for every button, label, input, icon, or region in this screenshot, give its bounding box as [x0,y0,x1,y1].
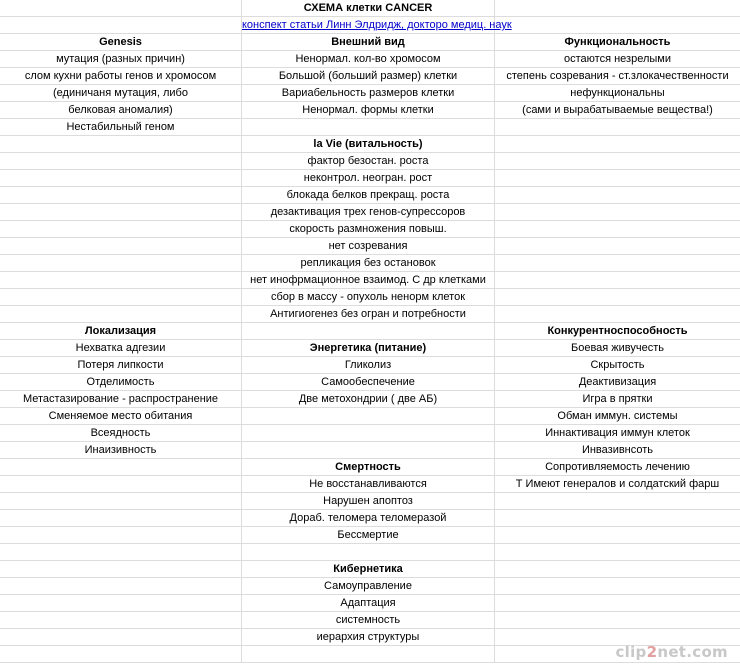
cell[interactable] [0,170,242,187]
spreadsheet-row [0,459,740,476]
spreadsheet-row [0,442,740,459]
spreadsheet-row [0,85,740,102]
cell[interactable] [0,136,242,153]
cell[interactable] [0,272,242,289]
cell[interactable] [0,510,242,527]
spreadsheet-row [0,612,740,629]
cell[interactable] [242,442,495,459]
cell[interactable]: Отделимость [0,374,242,391]
spreadsheet-row [0,306,740,323]
cell[interactable] [0,255,242,272]
cell[interactable]: белковая аномалия) [0,102,242,119]
section-heading[interactable]: la Vie (витальность) [242,136,495,153]
cell[interactable] [495,187,740,204]
spreadsheet-row [0,595,740,612]
cell[interactable] [495,289,740,306]
cell[interactable]: блокада белков прекращ. роста [242,187,495,204]
spreadsheet-row [0,272,740,289]
section-heading[interactable]: Genesis [0,34,242,51]
cell[interactable] [495,272,740,289]
cell[interactable] [495,238,740,255]
cell[interactable]: Ненормал. формы клетки [242,102,495,119]
spreadsheet-row [0,493,740,510]
cell[interactable] [495,527,740,544]
cell[interactable]: Сменяемое место обитания [0,408,242,425]
cell[interactable] [242,119,495,136]
section-heading[interactable]: Конкурентноспособность [495,323,740,340]
spreadsheet-row [0,323,740,340]
cell[interactable]: слом кухни работы генов и хромосом [0,68,242,85]
cell[interactable]: системность [242,612,495,629]
cell[interactable] [0,153,242,170]
cell[interactable] [0,476,242,493]
cell[interactable]: нет созревания [242,238,495,255]
cell[interactable] [495,510,740,527]
cell[interactable] [495,0,740,17]
cell[interactable] [0,629,242,646]
cell[interactable]: репликация без остановок [242,255,495,272]
section-heading[interactable]: Локализация [0,323,242,340]
cell[interactable] [0,544,242,561]
cell[interactable] [0,646,242,663]
cell[interactable]: Бессмертие [242,527,495,544]
cell[interactable] [495,255,740,272]
cell[interactable] [242,646,495,663]
cell[interactable]: (сами и вырабатываемые вещества!) [495,102,740,119]
spreadsheet-row [0,51,740,68]
cell[interactable] [495,578,740,595]
cell[interactable]: Антигиогенез без огран и потребности [242,306,495,323]
spreadsheet-row [0,561,740,578]
cell[interactable] [495,170,740,187]
cell[interactable] [242,408,495,425]
cell[interactable]: Игра в прятки [495,391,740,408]
cell[interactable] [0,0,242,17]
spreadsheet-row [0,374,740,391]
spreadsheet-row [0,119,740,136]
cell[interactable] [242,544,495,561]
cell[interactable]: Самообеспечение [242,374,495,391]
cell[interactable]: (единичаня мутация, либо [0,85,242,102]
cell[interactable]: дезактивация трех генов-супрессоров [242,204,495,221]
cell[interactable]: Метастазирование - распространение [0,391,242,408]
cell[interactable]: остаются незрелыми [495,51,740,68]
source-link[interactable]: конспект статьи Линн Элдридж, докторо медиц. наук [242,19,512,31]
cell[interactable]: скорость размножения повыш. [242,221,495,238]
cell[interactable] [495,136,740,153]
spreadsheet-row [0,510,740,527]
cell[interactable]: Инвазивнсоть [495,442,740,459]
cell[interactable] [495,612,740,629]
cell[interactable] [495,17,740,34]
spreadsheet-row [0,0,740,17]
spreadsheet-row [0,238,740,255]
cell[interactable]: Т Имеют генералов и солдатский фарш [495,476,740,493]
spreadsheet-row [0,170,740,187]
spreadsheet-row [0,68,740,85]
cell[interactable]: Боевая живучесть [495,340,740,357]
cell[interactable] [0,561,242,578]
spreadsheet-row [0,476,740,493]
cell[interactable]: Нестабильный геном [0,119,242,136]
section-heading[interactable]: Кибернетика [242,561,495,578]
spreadsheet-row [0,425,740,442]
cell[interactable] [0,493,242,510]
spreadsheet-row [0,187,740,204]
watermark-text: net.com [657,643,728,661]
cell[interactable] [0,221,242,238]
clip2net-watermark [615,643,728,661]
cell[interactable]: Вариабельность размеров клетки [242,85,495,102]
spreadsheet-row [0,34,740,51]
cell[interactable]: Обман иммун. системы [495,408,740,425]
cell[interactable] [0,187,242,204]
cell[interactable] [495,595,740,612]
cell[interactable]: мутация (разных причин) [0,51,242,68]
cell[interactable] [0,578,242,595]
spreadsheet-row [0,255,740,272]
cell[interactable]: степень созревания - ст.злокачественности [495,68,740,85]
spreadsheet-row [0,221,740,238]
cell[interactable] [495,306,740,323]
spreadsheet-row [0,544,740,561]
cell[interactable] [495,153,740,170]
cell[interactable]: Деактивизация [495,374,740,391]
cell[interactable] [242,323,495,340]
cell[interactable] [495,493,740,510]
cell[interactable] [495,544,740,561]
spreadsheet-row [0,204,740,221]
spreadsheet-row [0,102,740,119]
watermark-text: clip [615,643,647,661]
cell[interactable]: фактор безостан. роста [242,153,495,170]
cell[interactable]: Нехватка адгезии [0,340,242,357]
cell[interactable]: нет инофрмационное взаимод. С др клетками [242,272,495,289]
spreadsheet-row [0,340,740,357]
cell[interactable] [0,595,242,612]
cell[interactable] [495,119,740,136]
spreadsheet-row [0,357,740,374]
cell[interactable] [495,561,740,578]
cell[interactable]: Две метохондрии ( две АБ) [242,391,495,408]
spreadsheet-row [0,408,740,425]
spreadsheet-row [0,578,740,595]
cell[interactable]: сбор в массу - опухоль ненорм клеток [242,289,495,306]
spreadsheet-row [0,391,740,408]
cell[interactable]: Нарушен апоптоз [242,493,495,510]
cell[interactable]: Адаптация [242,595,495,612]
cell[interactable] [0,289,242,306]
section-heading[interactable]: Смертность [242,459,495,476]
cell[interactable]: Всеядность [0,425,242,442]
cell[interactable] [495,221,740,238]
spreadsheet-row [0,136,740,153]
source-link-cell[interactable] [242,17,512,34]
cell[interactable] [0,459,242,476]
cell[interactable]: Сопротивляемость лечению [495,459,740,476]
cell[interactable] [0,612,242,629]
cell[interactable]: Гликолиз [242,357,495,374]
cell[interactable] [242,425,495,442]
cell[interactable]: иерархия структуры [242,629,495,646]
section-heading[interactable]: Энергетика (питание) [242,340,495,357]
spreadsheet-row [0,527,740,544]
document-title[interactable]: СХЕМА клетки CANCER [242,0,495,17]
cell[interactable]: Скрытость [495,357,740,374]
cell[interactable]: неконтрол. неогран. рост [242,170,495,187]
section-heading[interactable]: Внешний вид [242,34,495,51]
watermark-text: 2 [646,643,658,661]
cell[interactable] [495,204,740,221]
cell[interactable]: Иннактивация иммун клеток [495,425,740,442]
cell[interactable] [0,204,242,221]
cell[interactable] [0,238,242,255]
cell[interactable]: Ненормал. кол-во хромосом [242,51,495,68]
cell[interactable]: Не восстанавливаются [242,476,495,493]
cell[interactable]: Самоуправление [242,578,495,595]
cell[interactable] [0,306,242,323]
cell[interactable]: Потеря липкости [0,357,242,374]
cell[interactable]: Большой (больший размер) клетки [242,68,495,85]
spreadsheet-row [0,153,740,170]
cell[interactable]: нефункциональны [495,85,740,102]
cell[interactable] [0,527,242,544]
cell[interactable]: Дораб. теломера теломеразой [242,510,495,527]
section-heading[interactable]: Функциональность [495,34,740,51]
spreadsheet-row [0,17,740,34]
cell[interactable] [0,17,242,34]
cell[interactable]: Инаизивность [0,442,242,459]
spreadsheet-row [0,289,740,306]
